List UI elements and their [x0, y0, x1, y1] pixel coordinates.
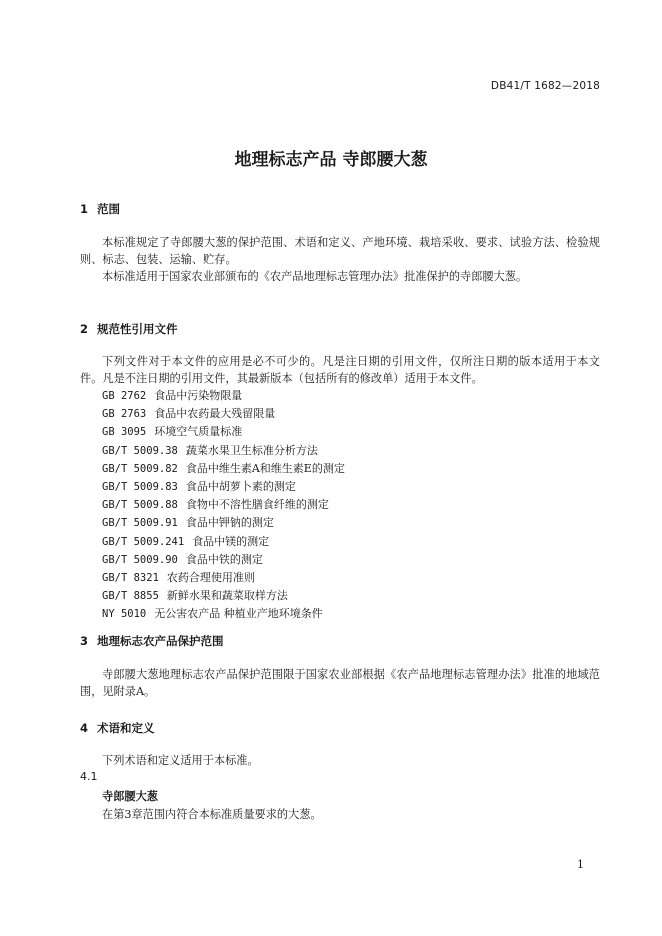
- reference-item: [102, 533, 345, 551]
- reference-code: GB 2762: [102, 390, 147, 402]
- reference-item: [102, 405, 345, 423]
- standard-code: DB41/T 1682—2018: [490, 80, 600, 92]
- reference-code: NY 5010: [102, 608, 147, 621]
- reference-item: [102, 605, 345, 623]
- reference-name: 环境空气质量标准: [154, 425, 243, 439]
- reference-name: 新鲜水果和蔬菜取样方法: [166, 589, 288, 603]
- section-title: 规范性引用文件: [97, 322, 178, 336]
- reference-item: [102, 442, 345, 460]
- reference-code: GB/T 5009.83: [102, 481, 178, 494]
- reference-name: 食品中污染物限量: [154, 389, 243, 402]
- reference-code: GB/T 5009.88: [102, 499, 178, 512]
- reference-item: [102, 460, 345, 478]
- section-title: 范围: [97, 202, 120, 216]
- term-number: 4.1: [80, 770, 98, 783]
- section-3-heading: [80, 633, 224, 649]
- reference-name: 食品中胡萝卜素的测定: [185, 480, 296, 494]
- reference-code: GB/T 5009.82: [102, 462, 178, 475]
- page-number: 1: [577, 858, 584, 871]
- reference-name: 食品中钾钠的测定: [185, 516, 274, 530]
- section-1-heading: [80, 201, 120, 217]
- reference-name: 食品中铁的测定: [185, 552, 263, 566]
- section-number: 4: [80, 721, 89, 735]
- reference-code: GB 3095: [102, 426, 147, 439]
- term-name: 寺郎腰大葱: [102, 790, 158, 803]
- reference-name: 食品中维生素A和维生素E的测定: [185, 461, 345, 475]
- section-3-paragraph-1: 寺郎腰大葱地理标志农产品保护范围限于国家农业部根据《农产品地理标志管理办法》批准的地域范围，见附录A。: [80, 668, 600, 698]
- reference-item: [102, 514, 345, 532]
- reference-item: [102, 423, 345, 441]
- reference-code: GB/T 8855: [102, 590, 159, 603]
- reference-item: [102, 387, 345, 405]
- section-4-paragraph-1: 下列术语和定义适用于本标准。: [102, 754, 259, 767]
- reference-item: [102, 496, 345, 514]
- reference-item: [102, 569, 345, 587]
- reference-code: GB/T 5009.38: [102, 444, 178, 457]
- reference-name: 食品中农药最大残留限量: [154, 407, 276, 421]
- section-2-paragraph-1: 下列文件对于本文件的应用是必不可少的。凡是注日期的引用文件，仅所注日期的版本适用于本文件。凡是不注日期的引用文件，其最新版本（包括所有的修改单）适用于本文件。: [80, 355, 600, 385]
- reference-code: GB 2763: [102, 408, 147, 421]
- normative-reference-list: [102, 387, 345, 624]
- reference-code: GB/T 8321: [102, 572, 159, 585]
- reference-code: GB/T 5009.90: [102, 553, 178, 566]
- section-title: 地理标志农产品保护范围: [97, 634, 224, 648]
- reference-name: 蔬菜水果卫生标准分析方法: [185, 443, 318, 457]
- section-number: 2: [80, 322, 89, 336]
- section-number: 1: [80, 202, 89, 216]
- section-4-heading: [80, 720, 155, 736]
- reference-name: 食品中镁的测定: [192, 534, 270, 548]
- section-title: 术语和定义: [97, 721, 155, 735]
- section-1-paragraph-1: 本标准规定了寺郎腰大葱的保护范围、术语和定义、产地环境、栽培采收、要求、试验方法、检验规则、标志、包装、运输、贮存。: [80, 236, 600, 266]
- term-definition: 在第3章范围内符合本标准质量要求的大葱。: [102, 808, 322, 821]
- reference-code: GB/T 5009.91: [102, 517, 178, 530]
- reference-item: [102, 478, 345, 496]
- section-1-paragraph-2: 本标准适用于国家农业部颁布的《农产品地理标志管理办法》批准保护的寺郎腰大葱。: [102, 270, 528, 283]
- reference-item: [102, 551, 345, 569]
- reference-code: GB/T 5009.241: [102, 535, 185, 548]
- reference-name: 无公害农产品 种植业产地环境条件: [154, 607, 323, 621]
- reference-name: 农药合理使用准则: [166, 571, 255, 585]
- section-2-heading: [80, 321, 178, 337]
- section-number: 3: [80, 634, 89, 648]
- reference-item: [102, 587, 345, 605]
- reference-name: 食物中不溶性膳食纤维的测定: [185, 498, 329, 512]
- document-title: 地理标志产品 寺郎腰大葱: [234, 150, 428, 170]
